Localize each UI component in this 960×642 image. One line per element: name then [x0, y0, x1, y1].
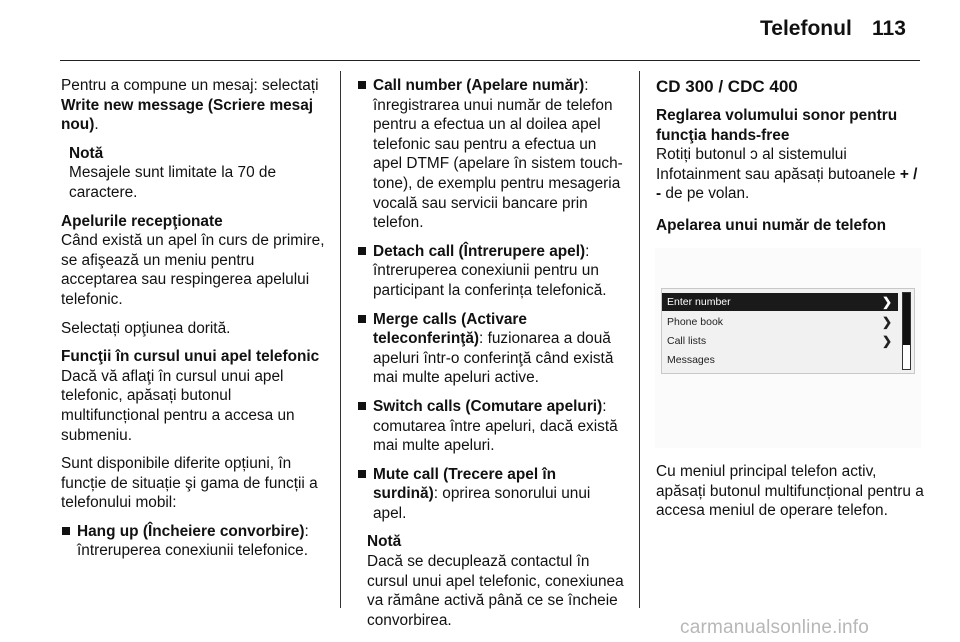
note-text: Dacă se decuplează contactul în cursul unui apel telefonic, conexiunea va rămâne activă până ce se încheie convorbirea.	[367, 553, 624, 629]
phone-menu-screenshot	[655, 248, 921, 448]
list-item-label: Mute call (Trecere apel în surdină)	[373, 465, 557, 503]
menu-item-enter-number[interactable]	[662, 293, 898, 311]
page-header	[0, 0, 960, 60]
volume-text-part: de pe volan.	[665, 185, 750, 203]
list-item-mute-call: Mute call (Trecere apel în surdină): oprirea sonorului unui apel.	[357, 465, 625, 524]
page-number: 113	[872, 17, 906, 40]
list-item-detach-call: Detach call (Întrerupere apel): întreruperea conexiunii pentru un participant la conferința telefonică.	[357, 242, 625, 301]
list-item-label: Call number (Apelare număr)	[373, 77, 585, 94]
column-divider-2	[639, 71, 640, 608]
menu-item-phone-book[interactable]	[662, 313, 898, 331]
incoming-text: Când există un apel în curs de primire, se afişează un meniu pentru acceptarea sau respingerea apelului telefonic.	[61, 232, 325, 308]
list-item-merge-calls	[357, 310, 625, 388]
bullet-square-icon	[62, 527, 70, 535]
menu-item-call-lists[interactable]	[662, 332, 898, 350]
column-1	[61, 76, 329, 570]
page-title: Telefonul	[760, 17, 852, 40]
note-title: Notă	[367, 533, 402, 551]
list-item-label: Detach call (Întrerupere apel)	[373, 242, 586, 260]
section-heading-functions: Funcţii în cursul unui apel telefonic	[61, 348, 320, 366]
bullet-square-icon	[358, 247, 366, 255]
volume-text-part: al sistemului Infotainment sau apăsați butoanele	[656, 146, 896, 183]
watermark: carmanualsonline.info	[680, 617, 870, 638]
menu-item-label: Messages	[667, 354, 715, 366]
screenshot-caption	[656, 462, 924, 530]
list-item-label: Switch calls (Comutare apeluri)	[373, 397, 603, 415]
intro-paragraph	[61, 76, 329, 135]
list-item-text: : fuzionarea a două apeluri într-o conferinţă când există mai multe apeluri active.	[373, 330, 614, 387]
list-item-hang-up: Hang up (Încheiere convorbire): întreruperea conexiunii telefonice.	[61, 522, 329, 561]
intro-end: .	[94, 116, 99, 134]
bullet-square-icon	[358, 402, 366, 410]
menu-scrollbar[interactable]	[902, 292, 911, 370]
header-divider	[60, 60, 920, 61]
bullet-square-icon	[358, 470, 366, 478]
menu-item-label: Call lists	[667, 335, 707, 347]
list-item-text: întreruperea conexiunii pentru un participant la conferința telefonică.	[373, 262, 607, 299]
chevron-right-icon: ❯	[881, 315, 892, 329]
intro-text: Pentru a compune un mesaj: selectați	[61, 77, 319, 94]
chevron-right-icon: ❯	[881, 334, 892, 348]
functions-text: Dacă vă aflaţi în cursul unui apel telefonic, apăsați butonul multifuncțional pentru a accesa un submeniu.	[61, 367, 295, 444]
volume-buttons: + / -	[656, 165, 918, 203]
menu-item-label: Phone book	[667, 316, 724, 328]
list-item-text: oprirea sonorului unui apel.	[373, 485, 591, 522]
bullet-square-icon	[358, 81, 366, 89]
volume-text	[656, 145, 924, 204]
phone-menu	[661, 288, 915, 374]
caption-text: Cu meniul principal telefon activ, apăsați butonul multifuncțional pentru a accesa meniul de operare telefon.	[656, 463, 924, 520]
section-heading-volume: Reglarea volumului sonor pentru funcţia hands-free	[656, 107, 898, 144]
select-text: Selectați opţiunea dorită.	[61, 319, 231, 337]
bullet-square-icon	[358, 315, 366, 323]
menu-item-messages[interactable]	[662, 351, 898, 369]
list-item-label: Merge calls (Activare teleconferinţă)	[373, 310, 527, 348]
section-title-cd300: CD 300 / CDC 400	[656, 77, 798, 96]
list-item-label: Hang up (Încheiere convorbire)	[77, 522, 305, 540]
column-3	[656, 76, 924, 236]
intro-option: Write new message (Scriere mesaj nou)	[61, 96, 314, 134]
note-title: Notă	[69, 144, 104, 162]
knob-icon: ↄ	[750, 146, 758, 164]
list-item-text: înregistrarea unui număr de telefon pentru a efectua un al doilea apel telefonic sau pentru a efectua un apel DTMF (apelare în sistem touch-tone), de exemplu pentru mesageria vocală sau servicii bancare prin telefon.	[373, 96, 623, 232]
volume-text-part: Rotiți butonul	[656, 146, 746, 164]
list-item-call-number: Call number (Apelare număr): înregistrarea unui număr de telefon pentru a efectua un al doilea apel telefonic sau pentru a efectua un apel DTMF (apelare în sistem touch-tone), de exemplu pentru mesageria vocală sau servicii bancare prin telefon.	[357, 76, 625, 233]
menu-item-label: Enter number	[667, 296, 731, 308]
section-heading-dial: Apelarea unui număr de telefon	[656, 216, 887, 234]
options-text: Sunt disponibile diferite opțiuni, în funcție de situație şi gama de funcții a telefonului mobil:	[61, 455, 318, 512]
note-block	[61, 144, 329, 203]
list-item-switch-calls: Switch calls (Comutare apeluri): comutarea între apeluri, dacă există mai multe apeluri.	[357, 397, 625, 456]
list-item-text: comutarea între apeluri, dacă există mai multe apeluri.	[373, 417, 618, 455]
note-block	[357, 532, 625, 630]
column-divider-1	[340, 71, 341, 608]
section-heading-incoming: Apelurile recepţionate	[61, 212, 223, 230]
scrollbar-thumb[interactable]	[903, 293, 910, 345]
chevron-right-icon: ❯	[881, 295, 892, 309]
list-item-text: întreruperea conexiunii telefonice.	[77, 542, 309, 560]
column-2	[357, 76, 625, 639]
note-text: Mesajele sunt limitate la 70 de caractere.	[69, 164, 277, 201]
